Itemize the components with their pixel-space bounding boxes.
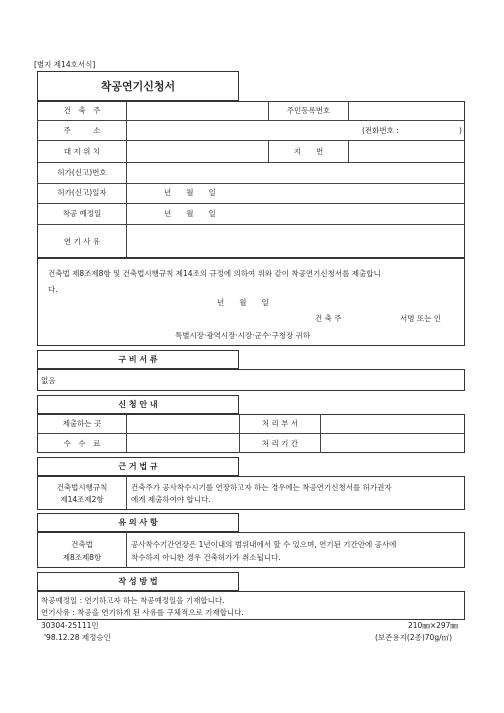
statement-line-2: 다. xyxy=(48,285,58,294)
signer-label: 건 축 주 xyxy=(315,314,342,323)
notes-header: 유 의 사 항 xyxy=(118,518,158,527)
period-label: 처 리 기 간 xyxy=(261,439,299,448)
method-line-2: 연기사유 : 착공을 연기하게 된 사유를 구체적으로 기재합니다. xyxy=(41,608,244,617)
guide-header-box xyxy=(37,395,239,414)
method-header: 작 성 방 법 xyxy=(118,577,158,586)
legal-law-line-2: 제14조제2항 xyxy=(60,495,104,504)
legal-law-line-1: 건축법시행규칙 xyxy=(56,483,108,492)
method-line-1: 착공예정일 : 연기하고자 하는 착공예정일을 기재합니다. xyxy=(41,596,225,605)
statement-line-1: 건축법 제8조제8항 및 건축법시행규칙 제14조의 규정에 의하여 위와 같이 착공연기신청서를 제출합니 xyxy=(48,269,381,278)
documents-value: 없음 xyxy=(41,376,56,385)
permit-date-label: 허가(신고)일자 xyxy=(57,188,107,197)
resident-no-label: 주민등록번호 xyxy=(286,106,331,115)
site-field[interactable] xyxy=(127,141,268,162)
phone-close: ) xyxy=(459,126,462,135)
resident-no-field[interactable] xyxy=(349,102,464,120)
guide-header: 신 청 안 내 xyxy=(118,400,158,409)
owner-field[interactable] xyxy=(127,102,268,120)
phone-label: (전화번호 : xyxy=(362,126,399,135)
legal-header-box xyxy=(37,457,239,476)
permit-date-value[interactable]: 년 월 일 xyxy=(164,188,216,197)
title-box xyxy=(37,71,239,101)
method-header-box xyxy=(37,572,239,591)
notes-law-line-1: 건축법 xyxy=(71,540,93,549)
legal-table xyxy=(37,476,465,510)
permit-no-label: 허가(신고)번호 xyxy=(57,168,107,177)
lot-label: 지 번 xyxy=(293,147,324,156)
legal-text-line-2: 에게 제출하여야 합니다. xyxy=(131,495,211,504)
form-title: 착공연기신청서 xyxy=(100,80,176,93)
start-date-label: 착공 예정일 xyxy=(62,209,102,218)
lot-field[interactable] xyxy=(349,141,464,162)
site-label: 대 지 위 치 xyxy=(63,147,101,156)
documents-header: 구 비 서 류 xyxy=(118,355,158,364)
notes-law-line-2: 제8조제8항 xyxy=(62,553,102,562)
paper-size: 210㎜×297㎜ xyxy=(408,621,458,630)
reason-field[interactable] xyxy=(127,225,464,257)
notes-text-line-2: 착수하지 아니한 경우 건축허가가 취소됩니다. xyxy=(131,553,281,562)
signer-sign[interactable]: 서명 또는 인 xyxy=(400,314,441,323)
address-field[interactable] xyxy=(127,121,357,140)
documents-box xyxy=(37,369,465,391)
notes-table xyxy=(37,532,465,568)
form-number: [별지 제14호서식] xyxy=(34,60,96,69)
notes-text-line-1: 공사착수기간연장은 1년이내의 범위내에서 할 수 있으며, 연기된 기간안에 공사에 xyxy=(131,540,397,549)
legal-header: 근 거 법 규 xyxy=(118,462,158,471)
submit-to-label: 제출하는 곳 xyxy=(62,419,102,428)
legal-text-line-1: 건축주가 공사착수시기를 연장하고자 하는 경우에는 착공연기신청서를 허가권자 xyxy=(131,483,392,492)
owner-label: 건 축 주 xyxy=(63,106,101,115)
permit-no-field[interactable] xyxy=(127,163,464,183)
statement-date[interactable]: 년 월 일 xyxy=(217,298,269,307)
fee-label: 수 수 료 xyxy=(63,439,101,448)
documents-header-box xyxy=(37,350,239,369)
reason-label: 연 기 사 유 xyxy=(63,237,101,246)
addressee: 특별시장·광역시장·시장·군수·구청장 귀하 xyxy=(175,331,311,340)
address-label: 주 소 xyxy=(63,126,101,135)
form-code: 30304-25111민 xyxy=(41,621,99,630)
approval-date: '98.12.28 제정승인 xyxy=(44,633,111,642)
start-date-value[interactable]: 년 월 일 xyxy=(164,209,216,218)
notes-header-box xyxy=(37,513,239,532)
paper-type: (보존용지(2종)70g/㎡) xyxy=(375,633,453,642)
dept-label: 처 리 부 서 xyxy=(261,419,299,428)
